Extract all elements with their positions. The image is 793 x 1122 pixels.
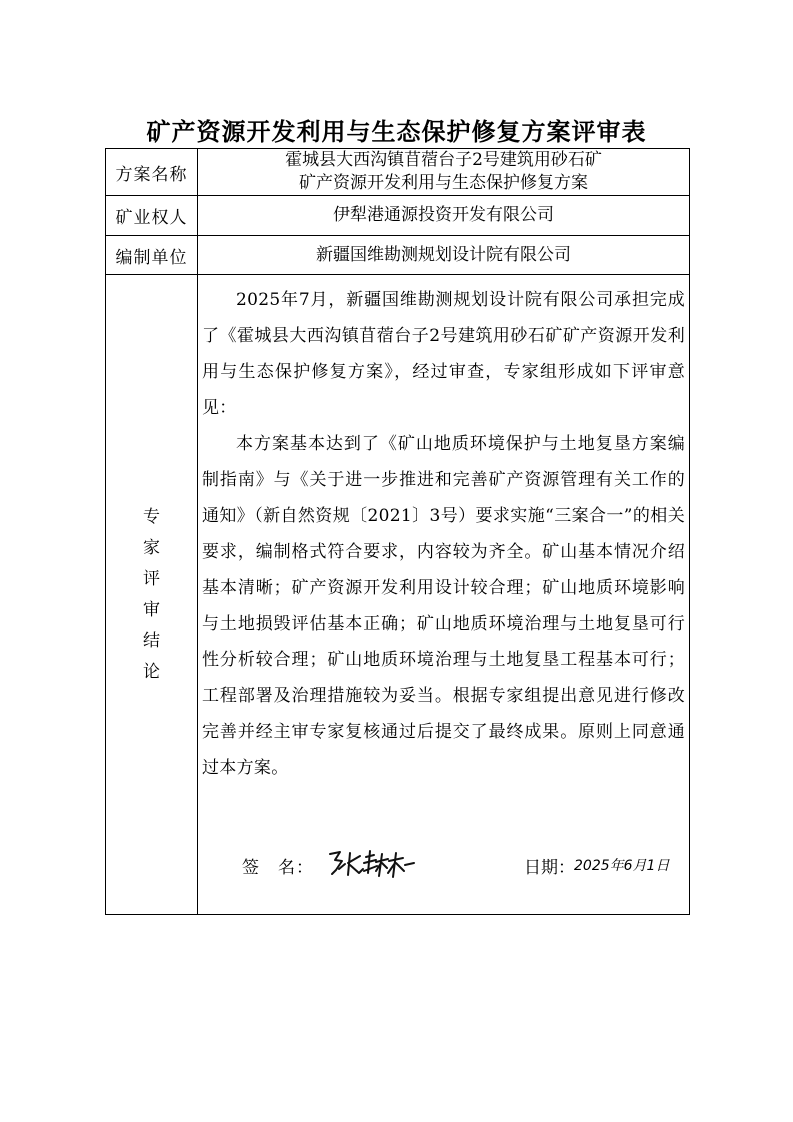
mining-right-label: 矿业权人 (106, 196, 198, 236)
expert-conclusion-content (198, 275, 690, 915)
date-value: 2025年6月1日 (574, 858, 670, 874)
conclusion-paragraph-1: 2025年7月，新疆国维勘测规划设计院有限公司承担完成了《霍城县大西沟镇苜蓿台子2号建筑用砂石矿矿产资源开发利用与生态保护修复方案》，经过审查，专家组形成如下评审意见： (202, 290, 685, 418)
page-title: 矿产资源开发利用与生态保护修复方案评审表 (146, 117, 647, 146)
table-row-compiler (106, 236, 690, 275)
review-form-table (105, 148, 690, 915)
conclusion-paragraph-2: 本方案基本达到了《矿山地质环境保护与土地复垦方案编制指南》与《关于进一步推进和完善矿产资源管理有关工作的通知》（新自然资规〔2021〕3号）要求实施“三案合一”的相关要求，编制格式符合要求，内容较为齐全。矿山基本情况介绍基本清晰；矿产资源开发利用设计较合理；矿山地质环境影响与土地损毁评估基本正确；矿山地质环境治理与土地复垦可行性分析较合理；矿山地质环境治理与土地复垦工程基本可行；工程部署及治理措施较为妥当。根据专家组提出意见进行修改完善并经主审专家复核通过后提交了最终成果。原则上同意通过本方案。 (202, 434, 685, 778)
scheme-name-label: 方案名称 (106, 149, 198, 196)
conclusion-label-char: 论 (143, 661, 160, 682)
conclusion-label-char: 专 (143, 506, 160, 527)
compiler-value: 新疆国维勘测规划设计院有限公司 (198, 236, 690, 275)
scheme-name-value (198, 149, 690, 196)
table-row-expert-conclusion (106, 275, 690, 915)
date-label: 日期： (524, 858, 575, 878)
mining-right-value: 伊犁港通源投资开发有限公司 (198, 196, 690, 236)
table-row-scheme-name (106, 149, 690, 196)
table-row-mining-right-holder (106, 196, 690, 236)
conclusion-label-char: 家 (143, 537, 160, 558)
expert-conclusion-label (106, 275, 198, 915)
signature-row (198, 845, 689, 885)
scheme-name-line1: 霍城县大西沟镇苜蓿台子2号建筑用砂石矿 (285, 150, 602, 170)
handwritten-signature (326, 845, 426, 881)
conclusion-label-char: 评 (143, 568, 160, 589)
conclusion-label-char: 审 (143, 599, 160, 620)
compiler-label: 编制单位 (106, 236, 198, 275)
conclusion-label-char: 结 (143, 630, 160, 651)
signature-label: 签 名： (242, 858, 314, 878)
scheme-name-line2: 矿产资源开发利用与生态保护修复方案 (299, 173, 588, 193)
